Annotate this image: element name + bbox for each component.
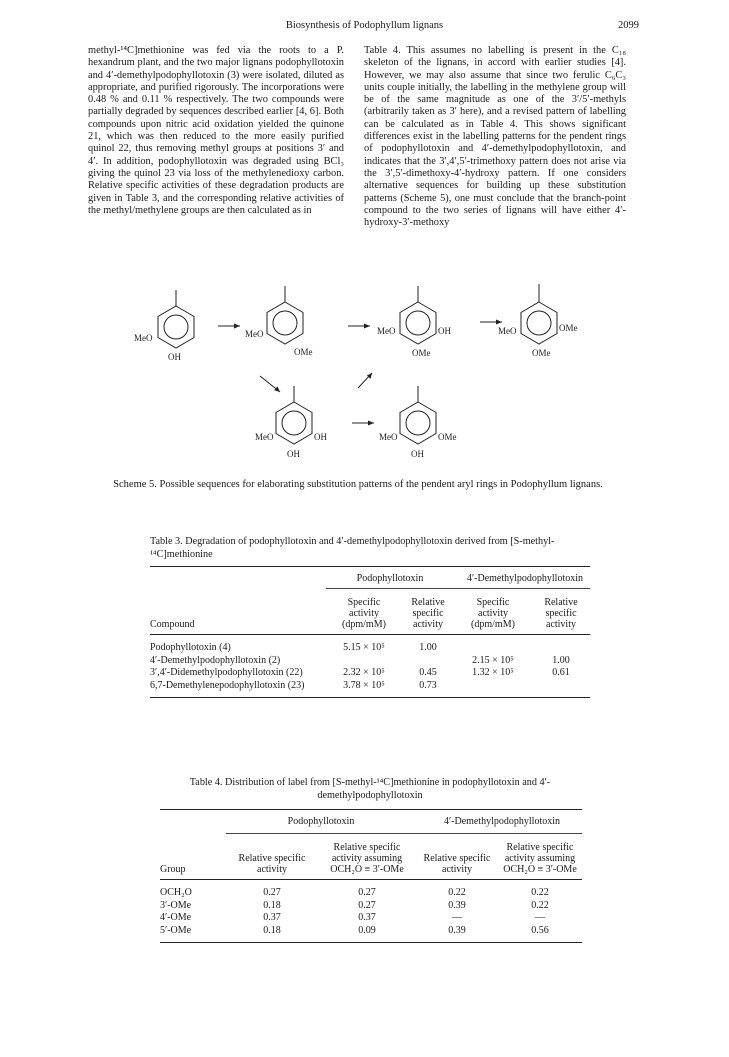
- col-header: Relative specific: [506, 841, 574, 853]
- col-header: activity: [442, 863, 472, 875]
- col-header-group: Group: [160, 863, 186, 875]
- group-header-podophyllotoxin: Podophyllotoxin: [226, 816, 416, 834]
- col-header-compound: Compound: [150, 618, 195, 630]
- col-header: Relative: [544, 596, 578, 608]
- col-header: activity: [257, 863, 287, 875]
- col-header: activity: [413, 618, 443, 630]
- label-oh: OH: [438, 326, 451, 336]
- table-3: [150, 566, 590, 698]
- scheme-caption: Scheme 5. Possible sequences for elaborating substitution patterns of the pendent aryl rings in Podophyllum lignans.: [113, 479, 603, 490]
- col-header: Specific: [476, 596, 510, 608]
- label-meo: MeO: [379, 432, 398, 442]
- table-row: 6,7-Demethylenepodophyllotoxin (23) 3.78 × 10⁵ 0.73: [150, 678, 590, 697]
- group-header-demethyl: 4′-Demethylpodophyllotoxin: [454, 573, 590, 589]
- label-meo: MeO: [255, 432, 274, 442]
- col-header: specific: [412, 607, 444, 619]
- group-header-podophyllotoxin: Podophyllotoxin: [326, 573, 454, 589]
- table-4-caption: Table 4. Distribution of label from [S-methyl-¹⁴C]methionine in podophyllotoxin and 4′-demethylpodophyllotoxin: [189, 777, 551, 801]
- structure-1: [134, 290, 194, 362]
- table-4: [160, 809, 582, 943]
- group-header-demethyl: 4′-Demethylpodophyllotoxin: [416, 816, 582, 834]
- table-row: 5′-OMe 0.18 0.09 0.39 0.56: [160, 923, 582, 942]
- label-ome: OMe: [294, 347, 313, 357]
- body-column-right: [364, 45, 626, 229]
- label-oh: OH: [168, 352, 181, 362]
- table-row: 3′-OMe 0.18 0.27 0.39 0.22: [160, 899, 549, 911]
- col-header: Relative specific: [423, 852, 491, 864]
- table-3-caption: Table 3. Degradation of podophyllotoxin and 4′-demethylpodophyllotoxin derived from [S-methyl-¹⁴C]methionine: [150, 536, 555, 560]
- label-ome: OMe: [532, 348, 551, 358]
- body-column-left: [88, 45, 344, 217]
- label-meo: MeO: [134, 333, 153, 343]
- running-header: [0, 20, 729, 36]
- col-header: (dpm/mM): [342, 618, 386, 630]
- col-header: OCH₂O ≡ 3′-OMe: [503, 863, 577, 875]
- label-ome: OMe: [559, 323, 578, 333]
- running-title: Biosynthesis of Podophyllum lignans: [285, 20, 444, 31]
- col-header: specific: [545, 607, 577, 619]
- label-oh: OH: [314, 432, 327, 442]
- structure-3: [377, 286, 451, 358]
- paragraph-left: methyl-¹⁴C]methionine was fed via the roots to a P. hexandrum plant, and the two major lignans podophyllotoxin and 4′-demethylpodophyllotoxin (3) were isolated, diluted as appropriate, and purified rigorously. The incorporations were 0.48 % and 0.11 % respectively. The two compounds were partially degraded by sequences described earlier [4, 6]. Both compounds upon nitric acid oxidation yielded the quinone 21, which was then reduced to the more easily purified quinol 22, thus removing methyl groups at positions 3′ and 4′. In addition, podophyllotoxin was degraded using BCl₃ giving the quinol 23 via loss of the methylenedioxy carbon. Relative specific activities of these degradation products are given in Table 3, and the corresponding relative activities of the methyl/methylene groups are then calculated as in: [88, 45, 344, 216]
- label-oh: OH: [287, 449, 300, 459]
- label-ome: OMe: [412, 348, 431, 358]
- col-header: activity assuming: [331, 852, 403, 864]
- paragraph-right: Table 4. This assumes no labelling is present in the C₁₈ skeleton of the lignans, in accord with earlier studies [4]. However, we may also assume that since two ferulic C₆C₃ units couple initially, the labelling in the methylene group will be of the same magnitude as one of the 3′/5′-methyls (arbitrarily taken as 3′ here), and a revised pattern of labelling can be calculated as in Table 4. This shows significant differences exist in the labelling patterns for the pendent rings of podophyllotoxin and 4′-demethylpodophyllotoxin, and indicates that the 3′,4′,5′-trimethoxy pattern does not arise via the 3′,5′-dimethoxy-4′-hydroxy pattern. If one considers alternative sequences for building up these substitution patterns (Scheme 5), one must conclude that the branch-point compound to the two series of lignans will have either 4′-hydroxy-3′-methoxy: [364, 45, 626, 229]
- label-meo: MeO: [498, 326, 517, 336]
- table-row: Podophyllotoxin (4) 5.15 × 10⁵ 1.00: [150, 642, 437, 653]
- col-header: OCH₂O ≡ 3′-OMe: [330, 863, 404, 875]
- table-row: 4′-Demethylpodophyllotoxin (2) 2.15 × 10⁵ 1.00: [150, 654, 570, 666]
- table-row: 4′-OMe 0.37 0.37 — —: [160, 912, 545, 923]
- col-header: activity: [349, 607, 379, 619]
- label-meo: MeO: [245, 329, 264, 339]
- scheme-5-diagram: [100, 276, 640, 476]
- label-oh: OH: [411, 449, 424, 459]
- structure-4: [498, 284, 578, 358]
- table-row: OCH₂O 0.27 0.27 0.22 0.22: [160, 887, 549, 898]
- col-header: Relative specific: [238, 852, 306, 864]
- col-header: Specific: [347, 596, 381, 608]
- page-number: 2099: [618, 20, 639, 31]
- col-header: activity assuming: [504, 852, 576, 864]
- structure-2: [245, 286, 313, 357]
- col-header: activity: [546, 618, 576, 630]
- col-header: Relative: [411, 596, 445, 608]
- label-meo: MeO: [377, 326, 396, 336]
- label-ome: OMe: [438, 432, 457, 442]
- structure-6: [379, 386, 457, 459]
- col-header: (dpm/mM): [471, 618, 515, 630]
- col-header: activity: [478, 607, 508, 619]
- col-header: Relative specific: [333, 841, 401, 853]
- table-row: 3′,4′-Didemethylpodophyllotoxin (22) 2.32 × 10⁵ 0.45 1.32 × 10⁵ 0.61: [150, 667, 570, 678]
- structure-5: [255, 386, 327, 459]
